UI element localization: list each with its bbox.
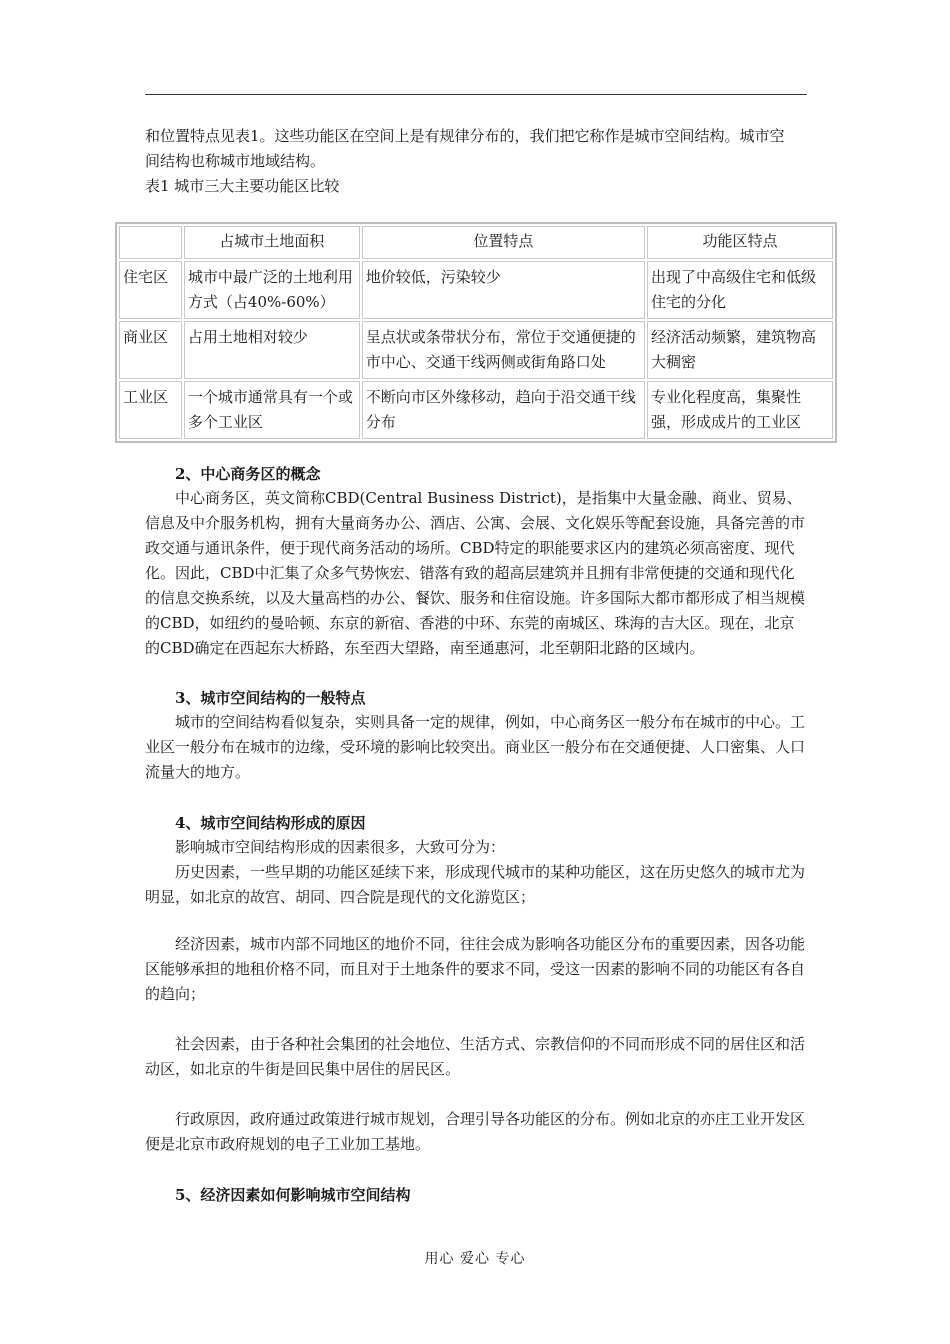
table-cell: 商业区 [119, 321, 182, 379]
section-5-heading: 5、经济因素如何影响城市空间结构 [175, 1186, 411, 1204]
table-cell: 出现了中高级住宅和低级住宅的分化 [647, 261, 833, 319]
table-cell: 一个城市通常具有一个或多个工业区 [184, 381, 360, 439]
section-3-body: 城市的空间结构看似复杂，实则具备一定的规律，例如，中心商务区一般分布在城市的中心。工业区一般分布在城市的边缘，受环境的影响比较突出。商业区一般分布在交通便捷、人口密集、人口流量大的地方。 [145, 713, 806, 781]
table-cell: 专业化程度高，集聚性强，形成成片的工业区 [647, 381, 833, 439]
table-row [119, 261, 833, 319]
table-header-cell: 位置特点 [362, 226, 645, 259]
table-cell: 不断向市区外缘移动，趋向于沿交通干线分布 [362, 381, 645, 439]
section-2-heading: 2、中心商务区的概念 [175, 465, 321, 483]
table-cell: 地价较低，污染较少 [362, 261, 645, 319]
table-row [119, 381, 833, 439]
section-4-heading: 4、城市空间结构形成的原因 [175, 814, 366, 832]
table-caption: 表1 城市三大主要功能区比较 [145, 177, 340, 195]
table-cell: 工业区 [119, 381, 182, 439]
section-4-society: 社会因素，由于各种社会集团的社会地位、生活方式、宗教信仰的不同而形成不同的居住区和活动区，如北京的牛街是回民集中居住的居民区。 [145, 1035, 806, 1078]
page-footer: 用心 爱心 专心 [424, 1251, 526, 1267]
intro-line-1: 和位置特点见表1。这些功能区在空间上是有规律分布的，我们把它称作是城市空间结构。城市空 [145, 127, 785, 145]
table-header-row [119, 226, 833, 259]
table-header-cell: 占城市土地面积 [184, 226, 360, 259]
section-4-economy: 经济因素，城市内部不同地区的地价不同，往往会成为影响各功能区分布的重要因素，因各功能区能够承担的地租价格不同，而且对于土地条件的要求不同，受这一因素的影响不同的功能区有各自的趋向； [145, 935, 806, 1003]
table-cell: 城市中最广泛的土地利用方式（占40%-60%） [184, 261, 360, 319]
comparison-table [115, 222, 837, 443]
intro-line-2: 间结构也称城市地域结构。 [145, 152, 326, 170]
header-rule [145, 94, 807, 95]
section-4-history: 历史因素，一些早期的功能区延续下来，形成现代城市的某种功能区，这在历史悠久的城市尤为明显，如北京的故宫、胡同、四合院是现代的文化游览区； [145, 863, 806, 906]
table-cell: 占用土地相对较少 [184, 321, 360, 379]
table-row [119, 321, 833, 379]
table-cell: 住宅区 [119, 261, 182, 319]
table-header-cell: 功能区特点 [647, 226, 833, 259]
table-cell: 呈点状或条带状分布，常位于交通便捷的市中心、交通干线两侧或街角路口处 [362, 321, 645, 379]
section-3-heading: 3、城市空间结构的一般特点 [175, 689, 366, 707]
section-4-intro: 影响城市空间结构形成的因素很多，大致可分为： [175, 838, 506, 856]
section-4-admin: 行政原因，政府通过政策进行城市规划，合理引导各功能区的分布。例如北京的亦庄工业开发区便是北京市政府规划的电子工业加工基地。 [145, 1110, 806, 1153]
table-header-cell [119, 226, 182, 259]
table-cell: 经济活动频繁，建筑物高大稠密 [647, 321, 833, 379]
section-2-body: 中心商务区，英文简称CBD(Central Business District)，是指集中大量金融、商业、贸易、信息及中介服务机构，拥有大量商务办公、酒店、公寓、会展、文化娱乐等配套设施，具备完善的市政交通与通讯条件，便于现代商务活动的场所。CBD特定的职能要求区内的建筑必须高密度、现代化。因此，CBD中汇集了众多气势恢宏、错落有致的超高层建筑并且拥有非常便捷的交通和现代化的信息交换系统，以及大量高档的办公、餐饮、服务和住宿设施。许多国际大都市都形成了相当规模的CBD，如纽约的曼哈顿、东京的新宿、香港的中环、东莞的南城区、珠海的吉大区。现在，北京的CBD确定在西起东大桥路，东至西大望路，南至通惠河，北至朝阳北路的区域内。 [145, 489, 806, 657]
